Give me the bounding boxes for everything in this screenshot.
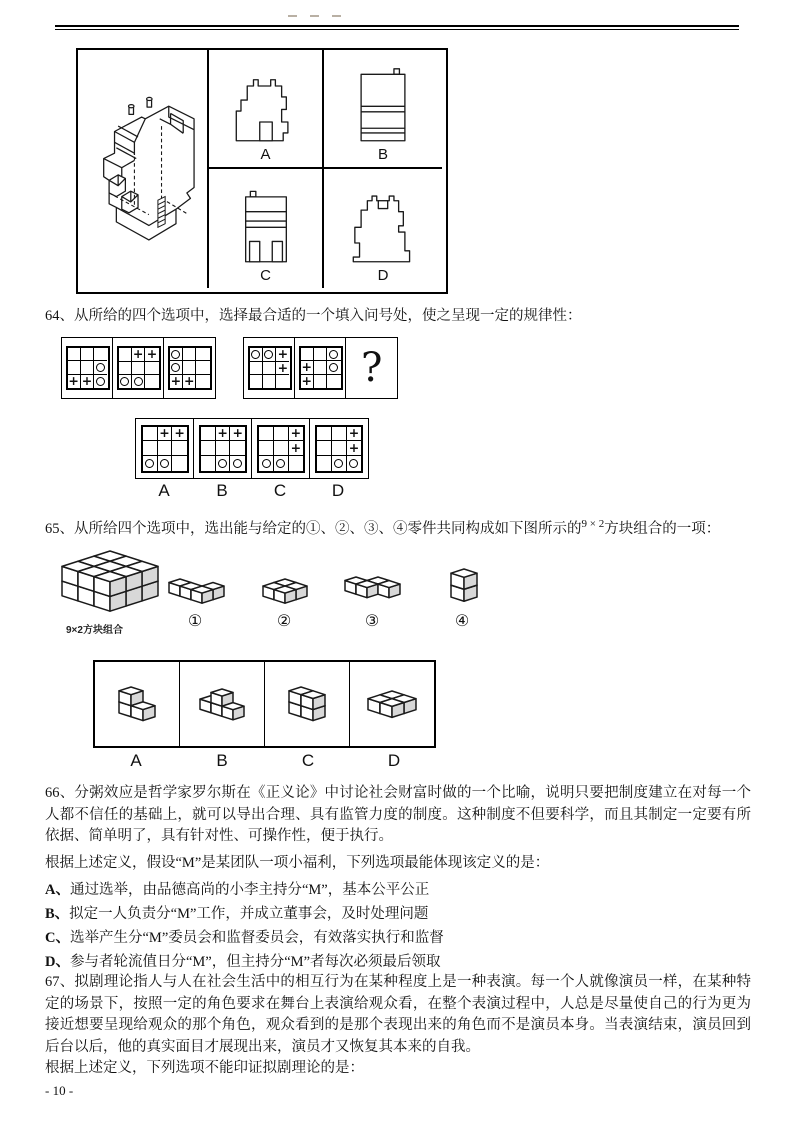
q66-option-c-text: 选举产生分“M”委员会和监督委员会，有效落实执行和监督 — [69, 930, 444, 946]
projection-figure — [76, 48, 448, 294]
figure-option-a — [209, 50, 322, 169]
q64-seq-panel-2 — [112, 337, 165, 399]
q65-text-start: 65、从所给四个选项中，选出能与给定的①、②、③、④零件共同构成如下图所示的 — [45, 520, 582, 537]
silhouette-c — [222, 182, 310, 268]
q65-piece-2 — [261, 577, 309, 605]
q64-option-a — [135, 418, 195, 479]
q65-option-b-cubes — [198, 687, 246, 722]
q64-seq-panel-5 — [294, 337, 347, 399]
q64-option-labels — [135, 481, 367, 501]
figure-option-b — [322, 50, 442, 169]
q64-seq-panel-3 — [163, 337, 216, 399]
figure-option-d — [322, 169, 442, 288]
q64-label-c: C — [273, 481, 287, 500]
figure-option-b-label: B — [377, 146, 388, 163]
pattern-grid: + + — [141, 425, 189, 473]
q66-option-c — [45, 928, 751, 950]
pattern-grid: + + — [66, 346, 110, 390]
q66-option-c-letter: C、 — [45, 930, 70, 946]
q64-sequence-right — [243, 337, 398, 399]
q66-option-d-text: 参与者轮流值日分“M”，但主持分“M”者每次必须最后领取 — [69, 954, 441, 970]
q65-target-block — [60, 549, 160, 613]
q67-stem: 根据上述定义，下列选项不能印证拟剧理论的是： — [45, 1060, 364, 1076]
q64-label-b: B — [216, 481, 228, 500]
pattern-grid: + + — [315, 425, 363, 473]
q65-label-c: C — [301, 751, 315, 770]
pattern-grid: + + — [257, 425, 305, 473]
q66-stem: 根据上述定义，假设“M”是某团队一项小福利，下列选项最能体现该定义的是： — [45, 855, 550, 871]
q65-piece-4-label: ④ — [454, 611, 470, 630]
q65-option-a — [95, 662, 180, 746]
q66-text: 66、分粥效应是哲学家罗尔斯在《正义论》中讨论社会财富时做的一个比喻，说明只要把制度建立在对每一个人都不信任的基础上，就可以导出合理、具有监管力度的制度。这种制度不但要科学，而且其制定一定要有所依据、简单明了，具有针对性、可操作性，便于执行。 — [45, 785, 751, 844]
q67-text: 67、拟剧理论指人与人在社会生活中的相互行为在某种程度上是一种表演。每一个人就像演员一样，在某种特定的场景下，按照一定的角色要求在舞台上表演给观众看，在整个表演过程中，人总是尽量使自己的行为更为接近想要呈现给观众的那个角色，观众看到的是那个表现出来的角色而不是演员本身。当表演结束，演员回到后台以后，他的真实面目才展现出来，演员才又恢复其本来的自我。 — [45, 974, 751, 1055]
q65-option-a-cubes — [117, 685, 157, 723]
q64-option-b — [193, 418, 253, 479]
silhouette-d — [339, 182, 427, 268]
q64-question-mark-panel — [345, 337, 398, 399]
q64-label-d: D — [331, 481, 345, 500]
q66-option-b-text: 拟定一人负责分“M”工作，并成立董事会，及时处理问题 — [69, 906, 429, 922]
figure-option-a-label: A — [260, 146, 271, 163]
q64-options — [135, 418, 369, 479]
isometric-part-drawing — [78, 50, 209, 288]
q65-text-end: 方块组合的一项： — [604, 520, 721, 537]
pattern-grid: + + — [168, 346, 212, 390]
q65-text — [45, 514, 751, 540]
q65-option-labels — [93, 751, 437, 771]
q65-option-c-cubes — [287, 685, 327, 723]
silhouette-b — [339, 61, 427, 147]
pattern-grid: + + — [248, 346, 292, 390]
q65-piece-3-label: ③ — [364, 611, 380, 630]
q66-option-b — [45, 904, 751, 926]
question-mark: ? — [360, 345, 383, 391]
q64-sequence-left — [61, 337, 216, 399]
q65-label-a: A — [130, 751, 142, 770]
q66-option-a — [45, 880, 751, 902]
q65-option-d-cubes — [366, 689, 418, 719]
q66-option-a-letter: A、 — [45, 882, 70, 898]
q65-option-d — [350, 662, 434, 746]
pattern-grid: + + — [117, 346, 161, 390]
page-number: - 10 - — [45, 1083, 74, 1098]
q64-seq-panel-4 — [243, 337, 296, 399]
q66-option-d — [45, 952, 751, 974]
isometric-part-svg — [82, 69, 204, 269]
header-rule — [55, 25, 739, 30]
q66-option-d-letter: D、 — [45, 954, 70, 970]
q65-piece-3 — [343, 575, 402, 600]
q65-label-b: B — [216, 751, 228, 770]
q65-piece-1 — [167, 577, 226, 605]
pattern-grid: + + — [199, 425, 247, 473]
pattern-grid: + + — [299, 346, 343, 390]
q64-text: 64、从所给的四个选项中，选择最合适的一个填入问号处，使之呈现一定的规律性： — [45, 308, 582, 324]
q64-option-d — [309, 418, 369, 479]
silhouette-a — [222, 61, 310, 147]
figure-option-c-label: C — [260, 267, 271, 284]
q65-piece-2-label: ② — [276, 611, 292, 630]
q65-superscript: 9 × 2 — [581, 518, 605, 530]
q65-piece-1-label: ① — [187, 611, 203, 630]
q64-seq-panel-1 — [61, 337, 114, 399]
figure-option-d-label: D — [377, 267, 389, 284]
q66-option-a-text: 通过选举，由品德高尚的小李主持分“M”，基本公平公正 — [69, 882, 430, 898]
q66-option-b-letter: B、 — [45, 906, 70, 922]
q64-label-a: A — [158, 481, 170, 500]
q65-option-b — [180, 662, 265, 746]
q65-piece-4 — [449, 567, 479, 603]
q64-option-c — [251, 418, 311, 479]
q65-options — [93, 660, 436, 748]
q65-block-label: 9×2方块组合 — [66, 625, 123, 636]
q65-label-d: D — [387, 751, 401, 770]
figure-option-c — [209, 169, 322, 288]
header-marks — [288, 15, 341, 17]
q65-option-c — [265, 662, 350, 746]
